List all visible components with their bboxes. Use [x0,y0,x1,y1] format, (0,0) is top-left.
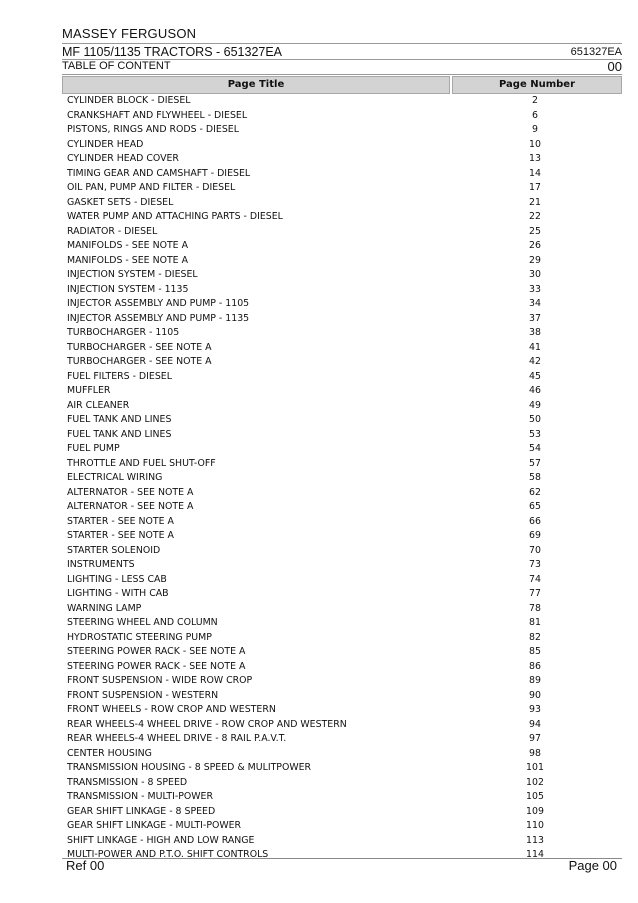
row-page-number: 38 [529,327,541,338]
row-title: PISTONS, RINGS AND RODS - DIESEL [67,124,239,135]
row-page-number: 62 [529,486,541,498]
row-page-number: 89 [529,675,541,686]
row-title: CYLINDER HEAD [67,138,144,150]
row-title: TIMING GEAR AND CAMSHAFT - DIESEL [67,167,251,179]
table-row [62,225,622,240]
row-title: ELECTRICAL WIRING [67,472,163,483]
row-title: MUFFLER [67,385,111,396]
table-row [62,370,622,385]
row-title: FUEL TANK AND LINES [67,428,172,440]
column-header-page: Page Number [452,76,622,94]
row-title: WARNING LAMP [67,602,142,614]
row-title: INJECTION SYSTEM - 1135 [67,283,189,295]
row-page-number: 77 [529,588,541,599]
row-title: OIL PAN, PUMP AND FILTER - DIESEL [67,182,236,193]
row-page-number: 69 [529,530,541,541]
row-page-number: 6 [532,109,538,121]
row-page-number: 66 [529,515,541,527]
row-page-number: 9 [532,124,538,135]
section-title: TABLE OF CONTENT [62,60,171,72]
row-page-number: 93 [529,704,541,715]
row-page-number: 50 [529,414,541,425]
table-row [62,631,622,646]
row-title: INJECTOR ASSEMBLY AND PUMP - 1135 [67,312,250,324]
row-title: INJECTOR ASSEMBLY AND PUMP - 1105 [67,298,250,309]
table-row [62,587,622,602]
row-title: GEAR SHIFT LINKAGE - MULTI-POWER [67,820,242,831]
table-row [62,457,622,472]
row-page-number: 25 [529,225,541,237]
row-page-number: 78 [529,602,541,614]
table-row [62,442,622,457]
table-row [62,471,622,486]
row-page-number: 105 [526,791,544,802]
column-header-title: Page Title [62,76,450,94]
row-title: INJECTION SYSTEM - DIESEL [67,269,198,280]
table-row [62,341,622,356]
doc-code: 651327EA [570,46,622,58]
row-title: AIR CLEANER [67,399,130,411]
row-page-number: 41 [529,341,541,353]
table-row [62,558,622,573]
row-page-number: 73 [529,559,541,570]
table-row [62,747,622,762]
brand-name: MASSEY FERGUSON [62,26,197,41]
table-row [62,428,622,443]
row-page-number: 90 [529,689,541,701]
row-title: REAR WHEELS-4 WHEEL DRIVE - ROW CROP AND WESTERN [67,718,347,730]
table-row [62,732,622,747]
row-title: STARTER SOLENOID [67,544,161,556]
row-title: TRANSMISSION - 8 SPEED [67,776,188,788]
row-page-number: 37 [529,312,541,324]
row-page-number: 102 [526,776,544,788]
footer-ref: Ref 00 [66,858,105,873]
table-row [62,486,622,501]
table-row [62,152,622,167]
row-title: FUEL PUMP [67,443,120,454]
footer-page: Page 00 [568,858,617,873]
table-header [62,76,622,93]
row-page-number: 58 [529,472,541,483]
row-title: MULTI-POWER AND P.T.O. SHIFT CONTROLS [67,849,269,858]
row-title: ALTERNATOR - SEE NOTE A [67,501,194,512]
table-row [62,529,622,544]
row-title: CRANKSHAFT AND FLYWHEEL - DIESEL [67,109,248,121]
row-title: CYLINDER HEAD COVER [67,153,179,164]
row-title: FUEL TANK AND LINES [67,414,172,425]
table-body [62,94,622,858]
table-row [62,805,622,820]
row-page-number: 22 [529,211,541,222]
row-title: ALTERNATOR - SEE NOTE A [67,486,194,498]
row-page-number: 49 [529,399,541,411]
table-row [62,660,622,675]
row-page-number: 81 [529,617,541,628]
table-row [62,167,622,182]
row-title: MANIFOLDS - SEE NOTE A [67,240,189,251]
row-page-number: 97 [529,733,541,744]
row-page-number: 57 [529,457,541,469]
row-page-number: 86 [529,660,541,672]
row-title: FUEL FILTERS - DIESEL [67,370,172,382]
row-title: LIGHTING - WITH CAB [67,588,169,599]
row-title: TURBOCHARGER - SEE NOTE A [67,356,212,367]
table-row [62,254,622,269]
table-row [62,602,622,617]
table-row [62,109,622,124]
row-title: STARTER - SEE NOTE A [67,530,174,541]
row-title: TURBOCHARGER - SEE NOTE A [67,341,212,353]
row-title: MANIFOLDS - SEE NOTE A [67,254,189,266]
row-page-number: 17 [529,182,541,193]
row-page-number: 114 [526,849,544,858]
row-page-number: 29 [529,254,541,266]
table-row [62,616,622,631]
row-title: FRONT SUSPENSION - WIDE ROW CROP [67,675,253,686]
footer-divider [62,858,622,859]
table-row [62,210,622,225]
table-row [62,312,622,327]
row-title: HYDROSTATIC STEERING PUMP [67,631,212,643]
row-page-number: 82 [529,631,541,643]
row-title: STARTER - SEE NOTE A [67,515,174,527]
table-row [62,239,622,254]
row-page-number: 42 [529,356,541,367]
row-page-number: 113 [526,834,544,846]
section-code: 00 [607,59,622,74]
row-page-number: 109 [526,805,544,817]
table-row [62,196,622,211]
row-page-number: 101 [526,762,544,773]
row-title: CYLINDER BLOCK - DIESEL [67,95,191,106]
table-row [62,283,622,298]
table-row [62,355,622,370]
table-row [62,544,622,559]
table-row [62,848,622,858]
table-row [62,776,622,791]
row-title: TRANSMISSION HOUSING - 8 SPEED & MULITPOWER [67,762,312,773]
row-page-number: 94 [529,718,541,730]
row-page-number: 14 [529,167,541,179]
table-row [62,515,622,530]
row-page-number: 33 [529,283,541,295]
row-page-number: 13 [529,153,541,164]
table-row [62,834,622,849]
row-title: STEERING POWER RACK - SEE NOTE A [67,660,246,672]
row-title: GEAR SHIFT LINKAGE - 8 SPEED [67,805,216,817]
row-page-number: 10 [529,138,541,150]
table-row [62,500,622,515]
table-row [62,123,622,138]
row-title: CENTER HOUSING [67,747,152,759]
row-title: FRONT WHEELS - ROW CROP AND WESTERN [67,704,276,715]
table-row [62,761,622,776]
table-row [62,703,622,718]
table-row [62,819,622,834]
row-title: INSTRUMENTS [67,559,135,570]
row-page-number: 45 [529,370,541,382]
table-row [62,689,622,704]
row-page-number: 2 [532,95,538,106]
row-title: GASKET SETS - DIESEL [67,196,174,208]
row-page-number: 26 [529,240,541,251]
row-title: STEERING POWER RACK - SEE NOTE A [67,646,246,657]
row-title: TURBOCHARGER - 1105 [67,327,180,338]
row-title: WATER PUMP AND ATTACHING PARTS - DIESEL [67,211,283,222]
row-page-number: 74 [529,573,541,585]
table-row [62,645,622,660]
table-row [62,138,622,153]
row-page-number: 46 [529,385,541,396]
row-title: TRANSMISSION - MULTI-POWER [67,791,213,802]
table-row [62,326,622,341]
row-title: STEERING WHEEL AND COLUMN [67,617,218,628]
row-title: REAR WHEELS-4 WHEEL DRIVE - 8 RAIL P.A.V.T. [67,733,287,744]
row-title: FRONT SUSPENSION - WESTERN [67,689,219,701]
table-row [62,181,622,196]
row-page-number: 30 [529,269,541,280]
row-title: THROTTLE AND FUEL SHUT-OFF [67,457,216,469]
row-title: RADIATOR - DIESEL [67,225,158,237]
table-row [62,297,622,312]
table-row [62,413,622,428]
table-row [62,718,622,733]
row-page-number: 110 [526,820,544,831]
table-row [62,674,622,689]
table-row [62,268,622,283]
table-row [62,94,622,109]
row-page-number: 34 [529,298,541,309]
row-page-number: 70 [529,544,541,556]
doc-title: MF 1105/1135 TRACTORS - 651327EA [62,45,283,59]
row-title: SHIFT LINKAGE - HIGH AND LOW RANGE [67,834,255,846]
table-row [62,790,622,805]
table-row [62,384,622,399]
row-page-number: 85 [529,646,541,657]
section-row [62,59,622,75]
row-page-number: 53 [529,428,541,440]
row-page-number: 21 [529,196,541,208]
doc-title-row [62,43,622,59]
row-page-number: 65 [529,501,541,512]
row-title: LIGHTING - LESS CAB [67,573,167,585]
row-page-number: 98 [529,747,541,759]
table-row [62,399,622,414]
table-row [62,573,622,588]
row-page-number: 54 [529,443,541,454]
